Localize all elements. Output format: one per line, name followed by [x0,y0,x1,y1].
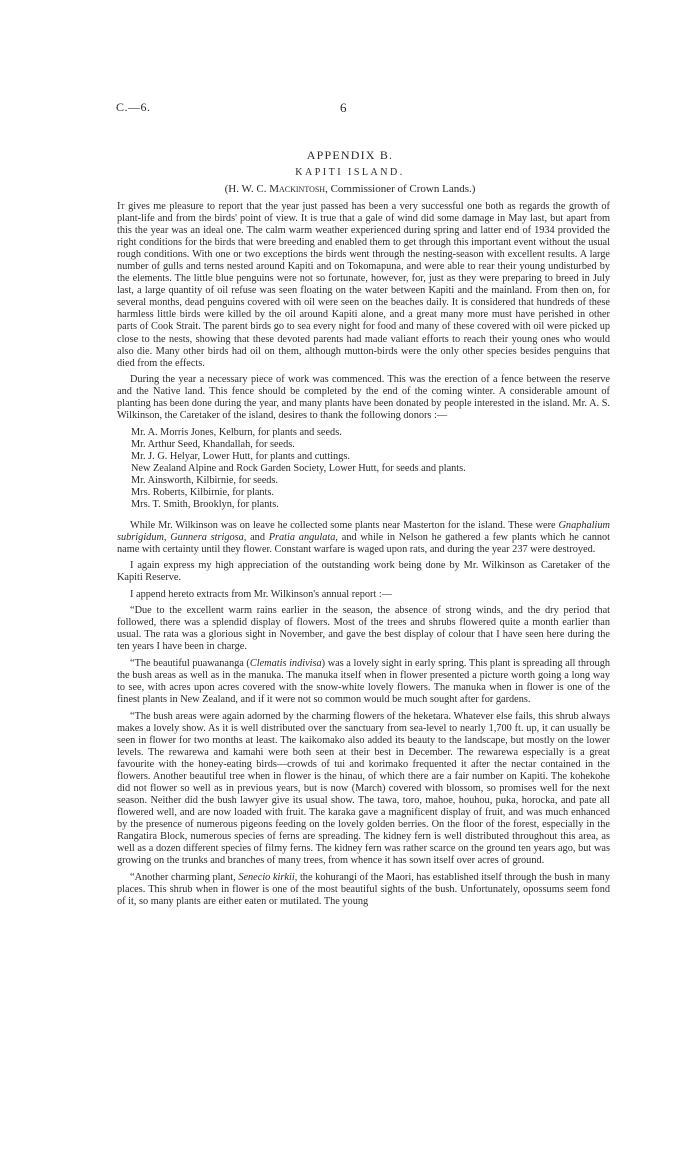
paragraph-report-rains: “Due to the excellent warm rains earlier in the season, the absence of strong winds, and the dry period that followed, there was a splendid display of flowers. Most of the trees and shrubs flowered quite a month earlier than usual. The rata was a glorious sight in November, and gave the best display of colour that I have seen here during the ten years I have been in charge. [117,605,610,653]
text-run: “The beautiful puawananga ( [130,657,250,669]
text-run: and while in Nelson he gathered a few plants which he cannot name with certainty until they flower. Constant warfare is waged upon rats, and during the year 237 were destroyed. [117,531,611,555]
donor-list [117,427,610,512]
report-body [117,201,610,912]
paragraph-report-bush: “The bush areas were again adorned by the charming flowers of the heketara. Whatever else fails, this shrub always makes a lovely show. As it is well distributed over the sanctuary from sea-level to nearly 1,700 ft. up, it can usually be seen in flower for two months at least. The kaikomako also added its beauty to the landscape, but mostly on the lower levels. The rewarewa and kamahi were both seen at their best in December. The rewarewa especially is a great favourite with the honey-eating birds—crowds of tui and korimako frequented it after the nectar contained in the flowers. Another beautiful tree when in flower is the hinau, of which there are a fair number on Kapiti. The kohekohe did not flower so well as in previous years, but is now (March) covered with blossom, so promises well for the next season. Neither did the bush lawyer give its usual show. The tawa, toro, mahoe, houhou, puka, horocka, and pate all flowered well, and are now loaded with fruit. The karaka gave a magnificent display of fruit, and was much enhanced by the presence of numerous pigeons feeding on the lovely golden berries. On the floor of the forest, especially in the Rangatira Block, numerous species of ferns are spreading. The kidney fern is well distributed throughout this area, as well as a dozen different species of filmy ferns. The kidney fern was rather scarce on the ground ten years ago, but was growing on the trunks and branches of many trees, from whence it has sown itself over acres of ground. [117,710,610,867]
donor-item: Mr. Ainsworth, Kilbirnie, for seeds. [131,475,279,487]
intro-dropcap: It [117,201,125,212]
species-names: Gnaphalium subrigidum, Gunnera strigosa, [117,519,610,543]
paragraph-report-senecio [117,872,610,908]
species-name: Senecio kirkii, [238,871,298,883]
donor-item: Mrs. T. Smith, Brooklyn, for plants. [131,499,279,511]
species-name: Clematis indivisa [249,657,322,669]
text-run: and [246,531,269,543]
donor-item: Mr. Arthur Seed, Khandallah, for seeds. [131,438,295,450]
donor-item: New Zealand Alpine and Rock Garden Society, Lower Hutt, for seeds and plants. [131,463,466,475]
document-reference: C.—6. [116,100,151,114]
author-open: (H. W. C. [224,183,270,195]
paragraph-append: I append hereto extracts from Mr. Wilkinson's annual report :— [130,588,393,600]
donor-item: Mr. J. G. Helyar, Lower Hutt, for plants and cuttings. [131,451,350,463]
text-run: ) was a lovely sight in early spring. This plant is spreading all through the bush areas as well as in the manuka. The manuka itself when in flower presented a picture worth going a long way to see, with acres upon acres covered with the snow-white lovely flowers. The manuka when in flower is one of the finest plants in New Zealand, and if it were not so common would be much sought after for gardens. [117,657,610,706]
page-number: 6 [340,100,347,115]
section-title: KAPITI ISLAND. [295,167,405,178]
author-line [0,183,700,195]
paragraph-fence: During the year a necessary piece of work was commenced. This was the erection of a fence between the reserve and the Native land. This fence should be completed by the end of the coming winter. A considerable amount of planting has been done during the year, and many plants have been donated by people interested in the island. Mr. A. S. Wilkinson, the Caretaker of the island, desires to thank the following donors :— [117,374,610,422]
donor-item: Mrs. Roberts, Kilbirnie, for plants. [131,487,274,499]
paragraph-appreciation: I again express my high appreciation of the outstanding work being done by Mr. Wilkinson as Caretaker of the Kapiti Reserve. [117,560,610,584]
author-name: Mackintosh [269,183,326,195]
paragraph-masterton [117,520,610,556]
intro-text: gives me pleasure to report that the year just passed has been a very successful one both as regards the growth of plant-life and from the birds' point of view. It is true that a gale of wind did some damage in May last, but apart from this the year was an ideal one. The calm warm weather experienced during spring and latter end of 1934 provided the right conditions for the birds that were breeding and enabled them to get through this important event without the usual rough conditions. With one or two exceptions the birds went through the nesting-season with excellent results. A large number of gulls and terns nested around Kapiti and on Tokomapuna, and were able to rear their young undisturbed by the elements. The little blue penguins were not so fortunate, however, for, just as they were preparing to breed in July last, a large quantity of oil refuse was seen floating on the water between Kapiti and the mainland. From then on, for several months, dead penguins covered with oil were seen on the beaches daily. It is considered that hundreds of these harmless little birds were killed by the oil around Kapiti alone, and a great many more must have perished in other parts of Cook Strait. The parent birds go to sea every night for food and many of these covered with oil were picked up close to the nests, showing that these devoted parents had made valiant efforts to reach their young ones who would also die. Many other birds had oil on them, although mutton-birds were the only other species besides penguins that died from the effects. [117,201,610,369]
text-run: While Mr. Wilkinson was on leave he collected some plants near Masterton for the island. These were [130,519,559,531]
author-rest: , Commissioner of Crown Lands.) [325,183,476,195]
text-run: “Another charming plant, [130,871,239,883]
donor-item: Mr. A. Morris Jones, Kelburn, for plants and seeds. [131,426,342,438]
paragraph-report-clematis [117,658,610,706]
text-run: the kohurangi of the Maori, has established itself through the bush in many places. This shrub when in flower is one of the most beautiful sights of the bush. Unfortunately, opossums seem fond of it, so many plants are either eaten or mutilated. The young [117,871,610,907]
appendix-title: APPENDIX B. [306,148,394,162]
paragraph-intro [117,201,610,370]
species-name: Pratia angulata, [268,531,338,543]
